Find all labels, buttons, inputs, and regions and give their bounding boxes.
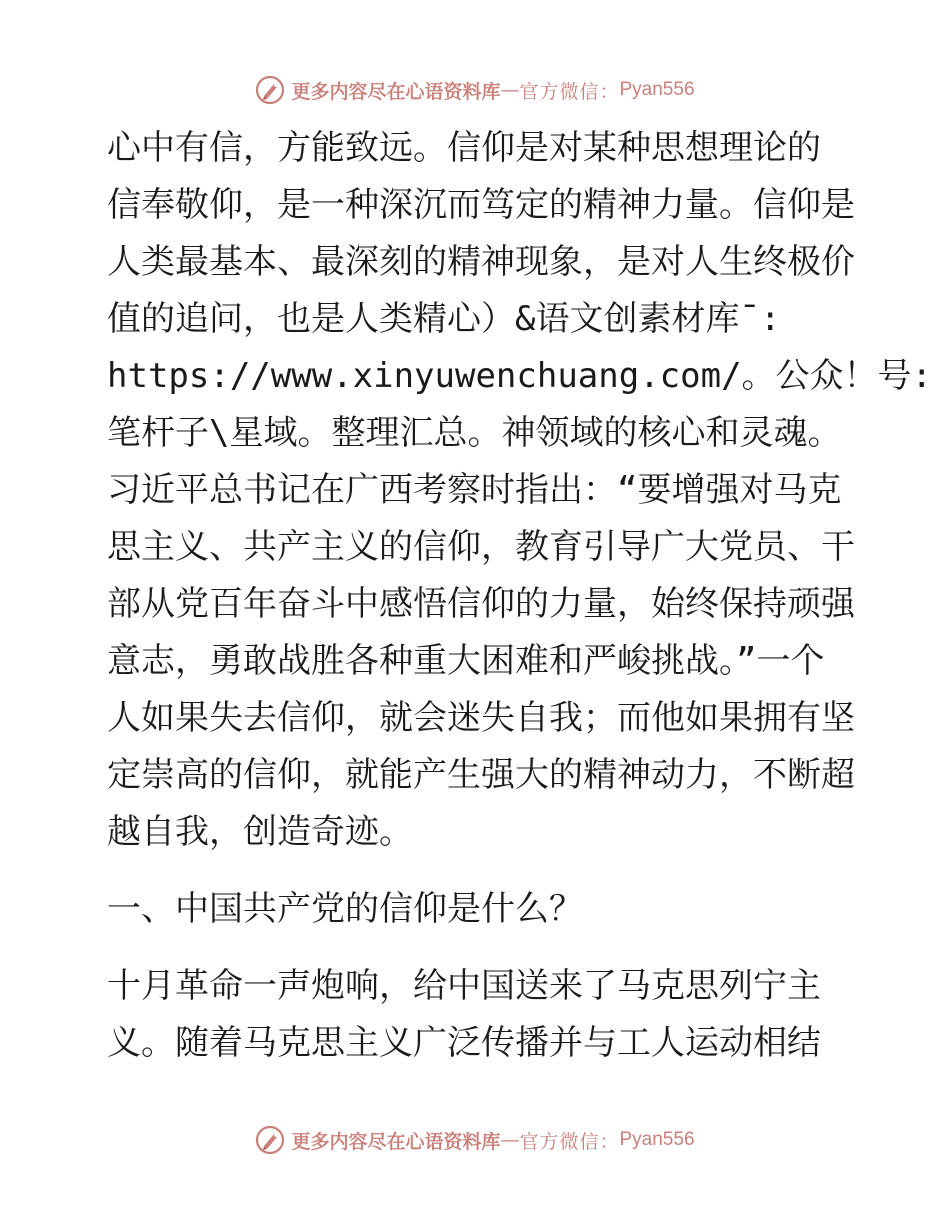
text-line: 思主义、共产主义的信仰，教育引导广大党员、干 [107, 527, 855, 567]
text-line: 人类最基本、最深刻的精神现象，是对人生终极价 [107, 242, 855, 282]
text-line-url: https://www.xinyuwenchuang.com/。公众！号: [107, 356, 933, 396]
text-line: 笔杆子\星域。整理汇总。神领域的核心和灵魂。 [107, 413, 842, 453]
text-line: 人如果失去信仰，就会迷失自我；而他如果拥有坚 [107, 698, 855, 738]
footer-banner [0, 1124, 950, 1156]
section-heading: 一、中国共产党的信仰是什么？ [107, 889, 583, 929]
text-line: 义。随着马克思主义广泛传播并与工人运动相结 [107, 1023, 821, 1063]
text-line: 心中有信，方能致远。信仰是对某种思想理论的 [107, 128, 821, 168]
text-line: 定崇高的信仰，就能产生强大的精神动力，不断超 [107, 755, 855, 795]
text-line: 越自我，创造奇迹。 [107, 812, 413, 852]
footer-separator: — [500, 1129, 520, 1151]
footer-wechat-id: Pyan556 [619, 1129, 695, 1150]
text-line: 部从党百年奋斗中感悟信仰的力量，始终保持顽强 [107, 584, 855, 624]
text-line: 值的追问，也是人类精心）&语文创素材库¯: [107, 299, 781, 339]
header-separator: — [500, 79, 520, 101]
text-line: 习近平总书记在广西考察时指出：“要增强对马克 [107, 470, 842, 510]
pen-logo-icon [255, 1125, 285, 1155]
header-brand-text: 更多内容尽在心语资料库 [291, 80, 501, 103]
text-line: 意志，勇敢战胜各种重大困难和严峻挑战。”一个 [107, 641, 825, 681]
header-wechat-label: 官方微信： [519, 80, 620, 103]
header-banner [0, 74, 950, 106]
pen-logo-icon [255, 75, 285, 105]
footer-wechat-label: 官方微信： [519, 1130, 620, 1153]
text-line: 十月革命一声炮响，给中国送来了马克思列宁主 [107, 966, 821, 1006]
document-body [97, 120, 933, 1072]
text-line: 信奉敬仰，是一种深沉而笃定的精神力量。信仰是 [107, 185, 855, 225]
header-wechat-id: Pyan556 [619, 79, 695, 100]
footer-brand-text: 更多内容尽在心语资料库 [291, 1130, 501, 1153]
paragraph-section-1 [97, 958, 857, 1072]
paragraph-intro [97, 120, 933, 861]
